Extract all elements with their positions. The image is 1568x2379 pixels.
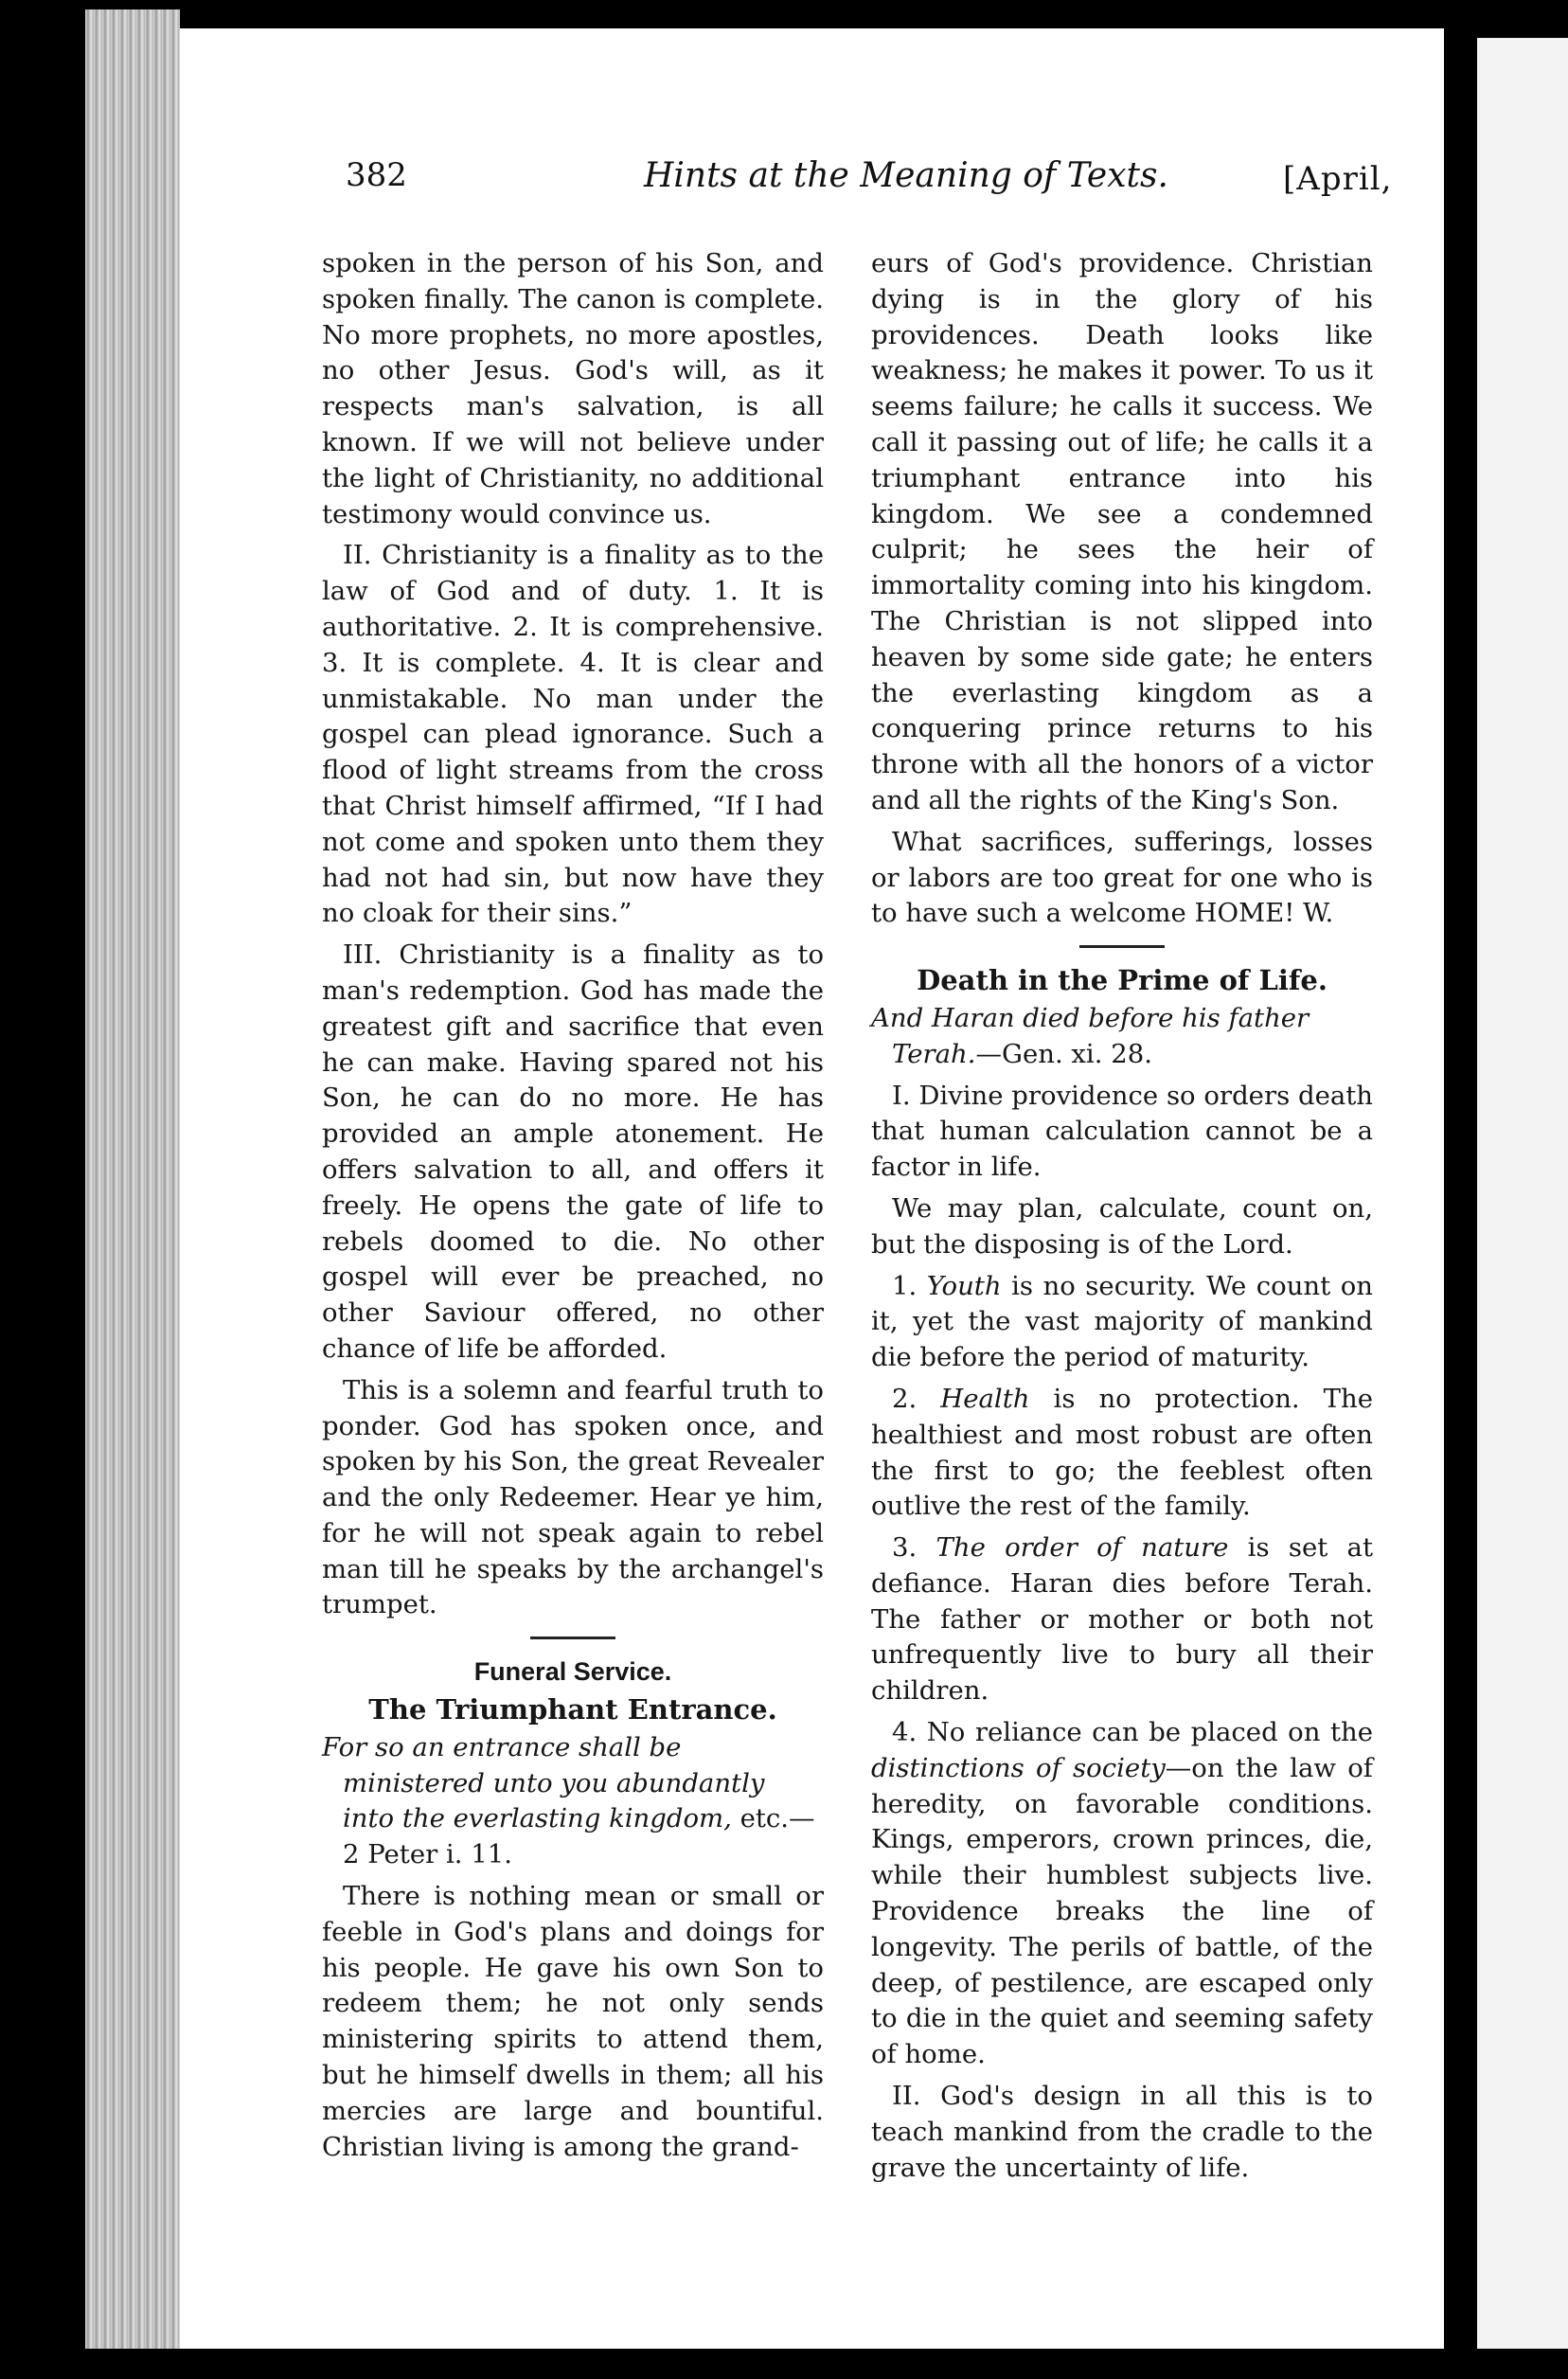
paragraph: We may plan, calculate, count on, but the disposing is of the Lord. bbox=[871, 1192, 1373, 1260]
list-number: 3. bbox=[892, 1532, 936, 1564]
running-title: Hints at the Meaning of Texts. bbox=[644, 156, 1168, 195]
sermon-title: Death in the Prime of Life. bbox=[917, 964, 1327, 997]
paragraph bbox=[871, 825, 1373, 932]
left-column bbox=[322, 246, 824, 2171]
emphasis: distinctions of society bbox=[871, 1752, 1166, 1783]
scripture-quote: And Haran died before his father Terah. bbox=[871, 1002, 1310, 1069]
page-number: 382 bbox=[346, 156, 407, 194]
paragraph: II. Christianity is a finality as to the law of God and of duty. 1. It is authoritative. 2. It is comprehensive. 3. It is complete. 4. It is clear and unmistakable. No man under the gospel can plead ignorance. Such a flood of light streams from the cross that Christ himself affirmed, “If I had not come and spoken unto them they had not had sin, but now have they no cloak for their sins.” bbox=[322, 540, 824, 929]
running-month: [April, bbox=[1283, 160, 1393, 198]
sermon-title: The Triumphant Entrance. bbox=[368, 1693, 777, 1726]
paragraph bbox=[871, 1382, 1373, 1525]
paragraph-text: —on the law of heredity, on favorable conditions. Kings, emperors, crown princes, die, while their humblest subjects live. Providence breaks the line of longevity. The perils of battle, of the deep, of pestilence, are escaped only to die in the quiet and seeming safety of home. bbox=[871, 1752, 1373, 2070]
paragraph: I. Divine providence so orders death that human calculation cannot be a factor in life. bbox=[871, 1080, 1373, 1183]
author-signature: W. bbox=[1303, 898, 1334, 929]
section-divider bbox=[530, 1637, 615, 1639]
paragraph: This is a solemn and fearful truth to ponder. God has spoken once, and spoken by his Son, the great Revealer and the only Redeemer. Hear ye him, for he will not speak again to rebel man till he speaks by the archangel's trumpet. bbox=[322, 1374, 824, 1620]
paragraph: III. Christianity is a finality as to man's redemption. God has made the greatest gift and sacrifice that even he can make. Having spared not his Son, he can do no more. He has provided an ample atonement. He offers salvation to all, and offers it freely. He opens the gate of life to rebels doomed to die. No other gospel will ever be preached, no other Saviour offered, no other chance of life be afforded. bbox=[322, 939, 824, 1364]
scripture-text bbox=[871, 1001, 1373, 1073]
book-page-edge bbox=[85, 9, 180, 2349]
scripture-quote: For so an entrance shall be ministered unto you abundantly into the everlasting kingdom, bbox=[322, 1731, 765, 1834]
scripture-reference: etc.—2 Peter i. 11. bbox=[343, 1803, 815, 1870]
scripture-reference: —Gen. xi. 28. bbox=[975, 1038, 1152, 1069]
emphasis: The order of nature bbox=[935, 1532, 1229, 1564]
paragraph bbox=[871, 1269, 1373, 1376]
right-column bbox=[871, 246, 1373, 2191]
paragraph: II. God's design in all this is to teach mankind from the cradle to the grave the uncertainty of life. bbox=[871, 2081, 1373, 2183]
paragraph-text: is no protection. The healthiest and most robust are often the first to go; the feeblest often outlive the rest of the family. bbox=[871, 1383, 1374, 1522]
list-number: 1. bbox=[892, 1270, 927, 1301]
section-title: Funeral Service. bbox=[473, 1657, 672, 1687]
list-number: 4. No reliance can be placed on the bbox=[892, 1717, 1373, 1748]
paragraph-text: What sacrifices, sufferings, losses or labors are too great for one who is to have such a welcome HOME! bbox=[871, 826, 1373, 929]
running-header bbox=[180, 156, 1444, 223]
list-number: 2. bbox=[892, 1383, 941, 1414]
paragraph: eurs of God's providence. Christian dying is in the glory of his providences. Death looks like weakness; he makes it power. To us it seems failure; he calls it success. We call it passing out of life; he calls it a triumphant entrance into his kingdom. We see a condemned culprit; he sees the heir of immortality coming into his kingdom. The Christian is not slipped into heaven by some side gate; he enters the everlasting kingdom as a conquering prince returns to his throne with all the honors of a victor and all the rights of the King's Son. bbox=[871, 248, 1373, 815]
section-divider bbox=[1079, 945, 1165, 948]
paragraph: spoken in the person of his Son, and spoken finally. The canon is complete. No more prophets, no more apostles, no other Jesus. God's will, as it respects man's salvation, is all known. If we will not believe under the light of Christianity, no additional testimony would convince us. bbox=[322, 248, 824, 529]
emphasis: Health bbox=[940, 1383, 1030, 1414]
scripture-text bbox=[322, 1730, 824, 1873]
paragraph-text: is no security. We count on it, yet the vast majority of mankind die before the period of maturity. bbox=[871, 1270, 1373, 1373]
paragraph: There is nothing mean or small or feeble in God's plans and doings for his people. He gave his own Son to redeem them; he not only sends ministering spirits to attend them, but he himself dwells in them; all his mercies are large and bountiful. Christian living is among the grand- bbox=[322, 1881, 824, 2162]
emphasis: Youth bbox=[926, 1270, 1002, 1301]
paragraph bbox=[871, 1530, 1373, 1709]
facing-page-edge bbox=[1477, 38, 1568, 2349]
paragraph-text: is set at defiance. Haran dies before Terah. The father or mother or both not unfrequently live to bury all their children. bbox=[871, 1532, 1373, 1707]
paragraph bbox=[871, 1715, 1373, 2073]
book-page bbox=[180, 28, 1444, 2349]
